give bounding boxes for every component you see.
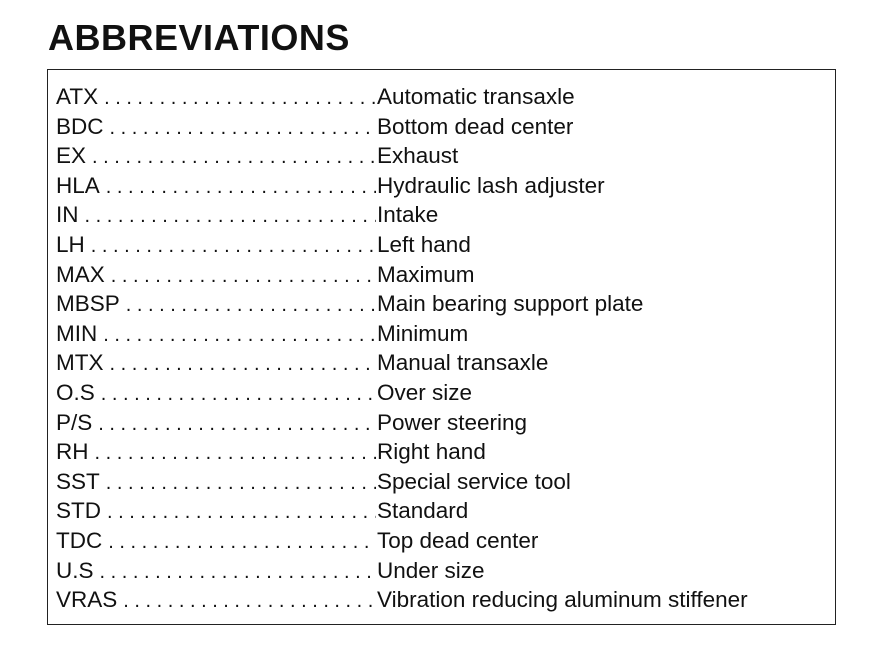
list-item (56, 319, 826, 349)
list-item (56, 348, 826, 378)
list-item (56, 556, 826, 586)
abbreviation: SST (56, 468, 100, 494)
list-item (56, 496, 826, 526)
list-item (56, 526, 826, 556)
list-item (56, 289, 826, 319)
abbreviations-table (47, 69, 836, 625)
abbreviation-cell (56, 230, 376, 262)
abbreviation-meaning: Special service tool (377, 468, 571, 494)
abbreviation-meaning: Vibration reducing aluminum stiffener (377, 587, 748, 613)
list-item (56, 585, 826, 615)
abbreviation: RH (56, 439, 89, 465)
abbreviation: O.S (56, 379, 95, 405)
abbreviation: VRAS (56, 587, 118, 613)
abbreviation-cell (56, 289, 376, 321)
abbreviation-meaning: Top dead center (377, 527, 539, 553)
abbreviation-cell (56, 437, 376, 469)
abbreviation-cell (56, 260, 376, 292)
abbreviation-cell (56, 171, 376, 203)
abbreviation: MBSP (56, 291, 120, 317)
abbreviation: HLA (56, 172, 100, 198)
list-item (56, 230, 826, 260)
abbreviation-meaning: Right hand (377, 439, 486, 465)
dot-leader (85, 202, 377, 232)
dot-leader (100, 558, 376, 588)
abbreviation-meaning: Main bearing support plate (377, 291, 644, 317)
abbreviation: U.S (56, 557, 94, 583)
abbreviation: TDC (56, 527, 103, 553)
abbreviation-meaning: Under size (377, 557, 485, 583)
page-title: ABBREVIATIONS (48, 17, 350, 58)
dot-leader (95, 439, 377, 469)
list-item (56, 260, 826, 290)
abbreviation-meaning: Exhaust (377, 143, 459, 169)
list-item (56, 437, 826, 467)
abbreviation-cell (56, 112, 376, 144)
abbreviation-meaning: Minimum (377, 320, 469, 346)
list-item (56, 408, 826, 438)
abbreviation-cell (56, 408, 376, 440)
abbreviation-cell (56, 319, 376, 351)
abbreviations-list (56, 82, 826, 615)
list-item (56, 378, 826, 408)
abbreviation: IN (56, 202, 79, 228)
abbreviation-cell (56, 378, 376, 410)
abbreviation-meaning: Left hand (377, 231, 471, 257)
abbreviation-cell (56, 200, 376, 232)
abbreviation-cell (56, 141, 376, 173)
list-item (56, 82, 826, 112)
abbreviation: MTX (56, 350, 104, 376)
abbreviation: STD (56, 498, 101, 524)
dot-leader (110, 114, 376, 144)
abbreviation-meaning: Intake (377, 202, 439, 228)
abbreviation: EX (56, 143, 87, 169)
dot-leader (107, 498, 376, 528)
dot-leader (108, 528, 376, 558)
dot-leader (98, 410, 376, 440)
abbreviation-cell (56, 496, 376, 528)
list-item (56, 141, 826, 171)
abbreviation-cell (56, 556, 376, 588)
dot-leader (106, 469, 376, 499)
abbreviation: BDC (56, 113, 104, 139)
list-item (56, 467, 826, 497)
dot-leader (126, 291, 376, 321)
dot-leader (92, 143, 376, 173)
dot-leader (110, 350, 377, 380)
abbreviation-cell (56, 526, 376, 558)
abbreviation: MAX (56, 261, 105, 287)
abbreviation-meaning: Bottom dead center (377, 113, 574, 139)
abbreviation-meaning: Automatic transaxle (377, 84, 575, 109)
dot-leader (101, 380, 376, 410)
abbreviation: LH (56, 231, 85, 257)
abbreviation-meaning: Standard (377, 498, 469, 524)
list-item (56, 200, 826, 230)
abbreviation-meaning: Hydraulic lash adjuster (377, 172, 605, 198)
dot-leader (111, 262, 376, 292)
abbreviation: P/S (56, 409, 93, 435)
dot-leader (103, 321, 376, 351)
dot-leader (106, 173, 376, 203)
abbreviation-meaning: Over size (377, 379, 473, 405)
abbreviation-cell (56, 585, 376, 617)
abbreviation-cell (56, 467, 376, 499)
abbreviation-meaning: Maximum (377, 261, 475, 287)
list-item (56, 112, 826, 142)
dot-leader (104, 84, 376, 114)
abbreviation: MIN (56, 320, 98, 346)
list-item (56, 171, 826, 201)
abbreviation-meaning: Manual transaxle (377, 350, 549, 376)
abbreviation-cell (56, 348, 376, 380)
abbreviation-cell (56, 82, 376, 114)
dot-leader (123, 587, 376, 617)
abbreviation: ATX (56, 84, 99, 109)
abbreviation-meaning: Power steering (377, 409, 528, 435)
dot-leader (91, 232, 376, 262)
